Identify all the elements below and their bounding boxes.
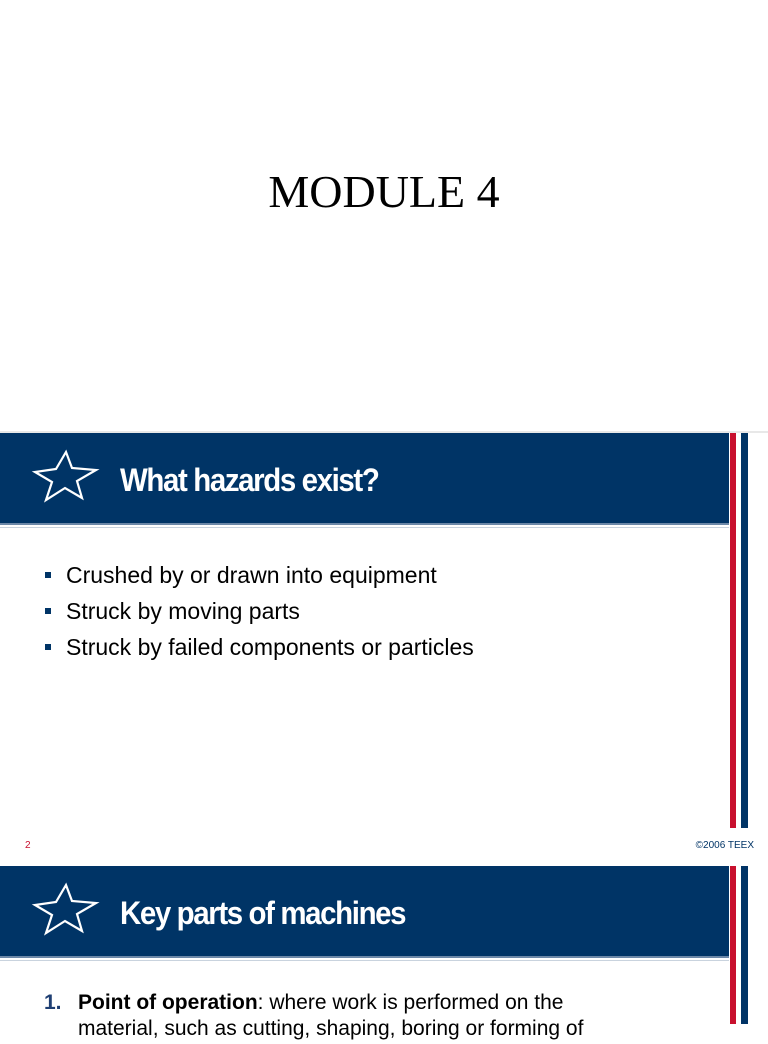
slide-title bbox=[0, 0, 768, 432]
square-bullet-icon bbox=[45, 572, 51, 578]
slide-header bbox=[0, 866, 729, 956]
list-item bbox=[44, 557, 474, 593]
slide-hazards bbox=[0, 433, 768, 866]
slide-key-parts bbox=[0, 866, 768, 1040]
list-item-text: Struck by moving parts bbox=[66, 598, 300, 624]
module-title: MODULE 4 bbox=[268, 166, 500, 217]
page-number: 2 bbox=[25, 840, 31, 851]
list-item bbox=[44, 629, 474, 665]
square-bullet-icon bbox=[45, 608, 51, 614]
star-outline-icon bbox=[32, 883, 98, 935]
blue-stripe bbox=[741, 866, 748, 1024]
list-item-text: Struck by failed components or particles bbox=[66, 634, 474, 660]
header-rule-light bbox=[0, 527, 729, 528]
header-rule-light bbox=[0, 960, 729, 961]
header-rule bbox=[0, 956, 729, 958]
item-text: : where work is performed on the bbox=[257, 991, 564, 1014]
item-number: 1. bbox=[44, 991, 62, 1014]
slide-header bbox=[0, 433, 729, 523]
copyright-notice: ©2006 TEEX bbox=[695, 840, 754, 851]
list-item-text: Crushed by or drawn into equipment bbox=[66, 562, 437, 588]
star-outline-icon bbox=[32, 450, 98, 502]
square-bullet-icon bbox=[45, 644, 51, 650]
header-rule bbox=[0, 523, 729, 525]
slide-heading: What hazards exist? bbox=[120, 462, 379, 498]
list-item bbox=[44, 593, 474, 629]
slide-heading: Key parts of machines bbox=[120, 895, 406, 931]
blue-stripe bbox=[741, 433, 748, 828]
item-continuation: material, such as cutting, shaping, boring or forming of bbox=[78, 1017, 584, 1040]
hazard-list bbox=[44, 557, 474, 665]
item-term: Point of operation bbox=[78, 991, 258, 1014]
